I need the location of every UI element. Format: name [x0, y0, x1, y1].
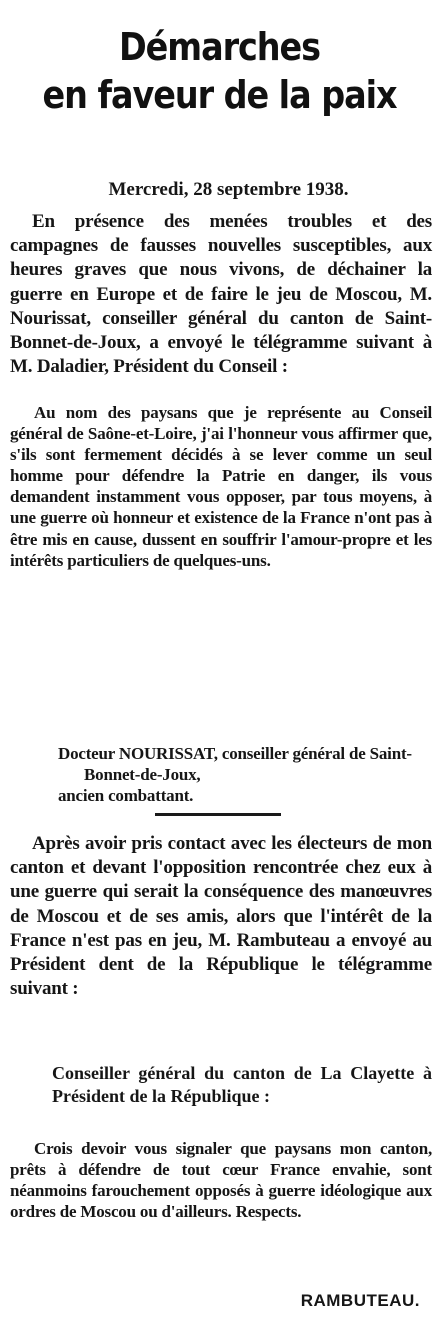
signature-block-1	[58, 743, 432, 807]
dateline: Mercredi, 28 septembre 1938.	[108, 179, 349, 200]
body-paragraph-1: En présence des menées troubles et des campagnes de fausses nouvelles susceptibles, aux heures graves que nous vivons, de déchainer la guerre en Europe et de faire le jeu de Moscou, M. Nourissat, conseiller général du canton de Saint-Bonnet-de-Joux, a envoyé le télégramme suivant à M. Daladier, Président du Conseil :	[10, 211, 432, 378]
signature-1-title: ancien combattant.	[58, 786, 194, 806]
body-paragraph-2: Après avoir pris contact avec les électeurs de mon canton et devant l'opposition rencontrée chez eux à une guerre qui serait la conséquence des manœuvres de Moscou et de ses amis, alors que l'intérêt de la France n'est pas en jeu, M. Rambuteau a envoyé au Président dent de la République le télégramme suivant :	[10, 833, 432, 1000]
headline-line-2: en faveur de la paix	[42, 73, 397, 117]
section-divider	[155, 813, 281, 816]
telegram-text-2: Crois devoir vous signaler que paysans mon canton, prêts à défendre de tout cœur France envahie, sont néanmoins farouchement opposés à guerre idéologique aux ordres de Moscou ou d'ailleurs. Respects.	[10, 1139, 432, 1222]
headline-line-1: Démarches	[118, 25, 321, 69]
signature-2: RAMBUTEAU.	[300, 1291, 420, 1310]
telegram-address-2: Conseiller général du canton de La Clayette à Président de la République :	[52, 1063, 432, 1106]
telegram-text-1: Au nom des paysans que je représente au Conseil général de Saône-et-Loire, j'ai l'honneur vous affirmer que, s'ils sont fermement décidés à se lever comme un seul homme pour défendre la Patrie en danger, ils vous demandent instamment vous opposer, par tous moyens, à une guerre où honneur et existence de la France n'ont pas à être mis en cause, dussent en souffrir l'amour-propre et les intérêts particuliers de quelques-uns.	[10, 403, 432, 570]
signature-1-name: Docteur NOURISSAT, conseiller général de Saint-Bonnet-de-Joux,	[58, 744, 412, 785]
